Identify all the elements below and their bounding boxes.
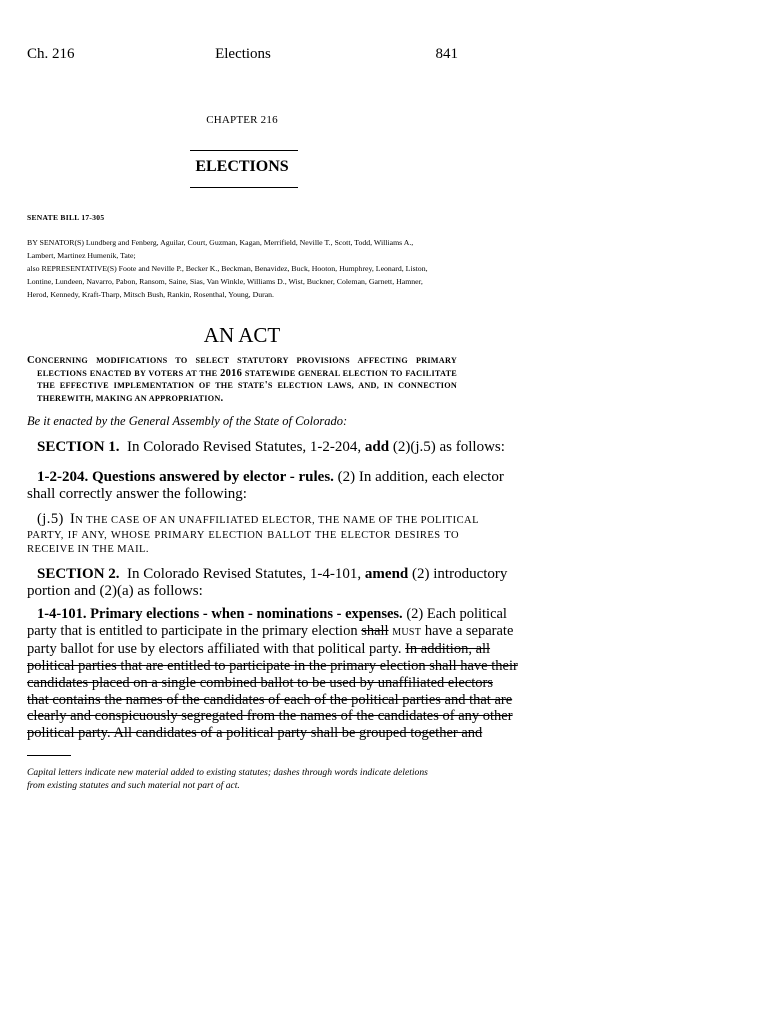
paragraph-j5: (j.5) IN THE CASE OF AN UNAFFILIATED ELECTOR, THE NAME OF THE POLITICAL PARTY, IF ANY, WHOSE PRIMARY ELECTION BALLOT THE ELECTOR DESIRES TO RECEIVE IN THE MAIL. (27, 511, 479, 555)
concerning-clause (27, 355, 457, 405)
concerning-line: ELECTIONS ENACTED BY VOTERS AT THE 2016 STATEWIDE GENERAL ELECTION TO FACILITATE (37, 367, 458, 379)
concerning-line: THEREWITH, MAKING AN APPROPRIATION. (37, 392, 224, 404)
bill-number: SENATE BILL 17-305 (27, 213, 105, 222)
act-title: AN ACT (203, 323, 281, 347)
concerning-line: CONCERNING MODIFICATIONS TO SELECT STATUTORY PROVISIONS AFFECTING PRIMARY (27, 355, 457, 366)
title-divider-top (190, 150, 298, 151)
statute-1-2-204: 1-2-204. Questions answered by elector - rules. (2) In addition, each elector shall correctly answer the following: (27, 469, 504, 502)
statute-1-4-101: 1-4-101. Primary elections - when - nominations - expenses. (2) Each political party that is entitled to participate in the primary election shall MUST have a separate party ballot for use by electors affiliated with that political party. In addition, all political parties that are entitled to participate in the primary election shall have their candidates placed on a single combined ballot to be used by unaffiliated electors that contains the names of the candidates of each of the political parties and that are clearly and conspicuously segregated from the names of the candidates of any other political party. All candidates of a political party shall be grouped together and (27, 606, 518, 741)
amend-verb: amend (364, 566, 409, 582)
section-1-line: SECTION 1. In Colorado Revised Statutes, 1-2-204, add (2)(j.5) as follows: (37, 439, 505, 455)
paragraph-label: (j.5) (37, 511, 64, 527)
title-divider-bottom (190, 187, 298, 188)
sponsors-block (27, 236, 459, 301)
deleted-text: shall (361, 622, 389, 639)
section-heading: SECTION 1. (37, 439, 120, 455)
sponsors-line: Lambert, Martinez Humenik, Tate; (27, 251, 136, 260)
statute-heading: 1-4-101. Primary elections - when - nominations - expenses. (37, 606, 403, 622)
deleted-line: candidates placed on a single combined ballot to be used by unaffiliated electors (27, 674, 493, 691)
sponsors-line: Herod, Kennedy, Kraft-Tharp, Mitsch Bush, Rankin, Rosenthal, Young, Duran. (27, 290, 275, 299)
deleted-line: clearly and conspicuously segregated from the names of the candidates of any other (27, 708, 513, 725)
footnote-line: Capital letters indicate new material added to existing statutes; dashes through words indicate deletions (27, 767, 428, 778)
sponsors-line: Lontine, Lundeen, Navarro, Pabon, Ransom, Saine, Sias, Van Winkle, Williams D., Wist, Buckner, Coleman, Garnett, Hamner, (27, 277, 423, 286)
concerning-line: THE EFFECTIVE IMPLEMENTATION OF THE STATE'S ELECTION LAWS, AND, IN CONNECTION (37, 380, 457, 391)
deleted-line: political parties that are entitled to participate in the primary election shall have their (27, 658, 518, 675)
section-heading: SECTION 2. (37, 566, 120, 582)
drop-cap: C (27, 355, 35, 366)
sponsors-line: also REPRESENTATIVE(S) Foote and Neville P., Becker K., Beckman, Benavidez, Buck, Hooton, Humphrey, Leonard, Liston, (27, 264, 428, 273)
deleted-text: In addition, all (405, 641, 491, 658)
chapter-label: CHAPTER 216 (206, 114, 278, 126)
statute-heading: 1-2-204. Questions answered by elector - rules. (37, 469, 334, 485)
footnote (27, 766, 459, 792)
chapter-title: ELECTIONS (195, 158, 289, 175)
header-subject: Elections (215, 46, 271, 62)
sponsors-line: BY SENATOR(S) Lundberg and Fenberg, Aguilar, Court, Guzman, Kagan, Merrifield, Neville T., Scott, Todd, Williams A., (27, 238, 414, 247)
amend-verb: add (364, 439, 390, 455)
footnote-line: from existing statutes and such material not part of act. (27, 780, 240, 791)
header-page-number: 841 (435, 46, 458, 62)
section-1 (27, 439, 505, 456)
added-text: MUST (392, 626, 422, 638)
header-chapter-ref: Ch. 216 (27, 46, 75, 62)
enacting-clause: Be it enacted by the General Assembly of the State of Colorado: (27, 414, 348, 428)
section-2: SECTION 2. In Colorado Revised Statutes, 1-4-101, amend (2) introductory portion and (2)(a) as follows: (27, 566, 508, 599)
deleted-line: that contains the names of the candidates of each of the political parties and that are (27, 691, 513, 708)
deleted-line: political party. All candidates of a political party shall be grouped together and (27, 724, 483, 741)
footnote-divider (27, 755, 71, 756)
